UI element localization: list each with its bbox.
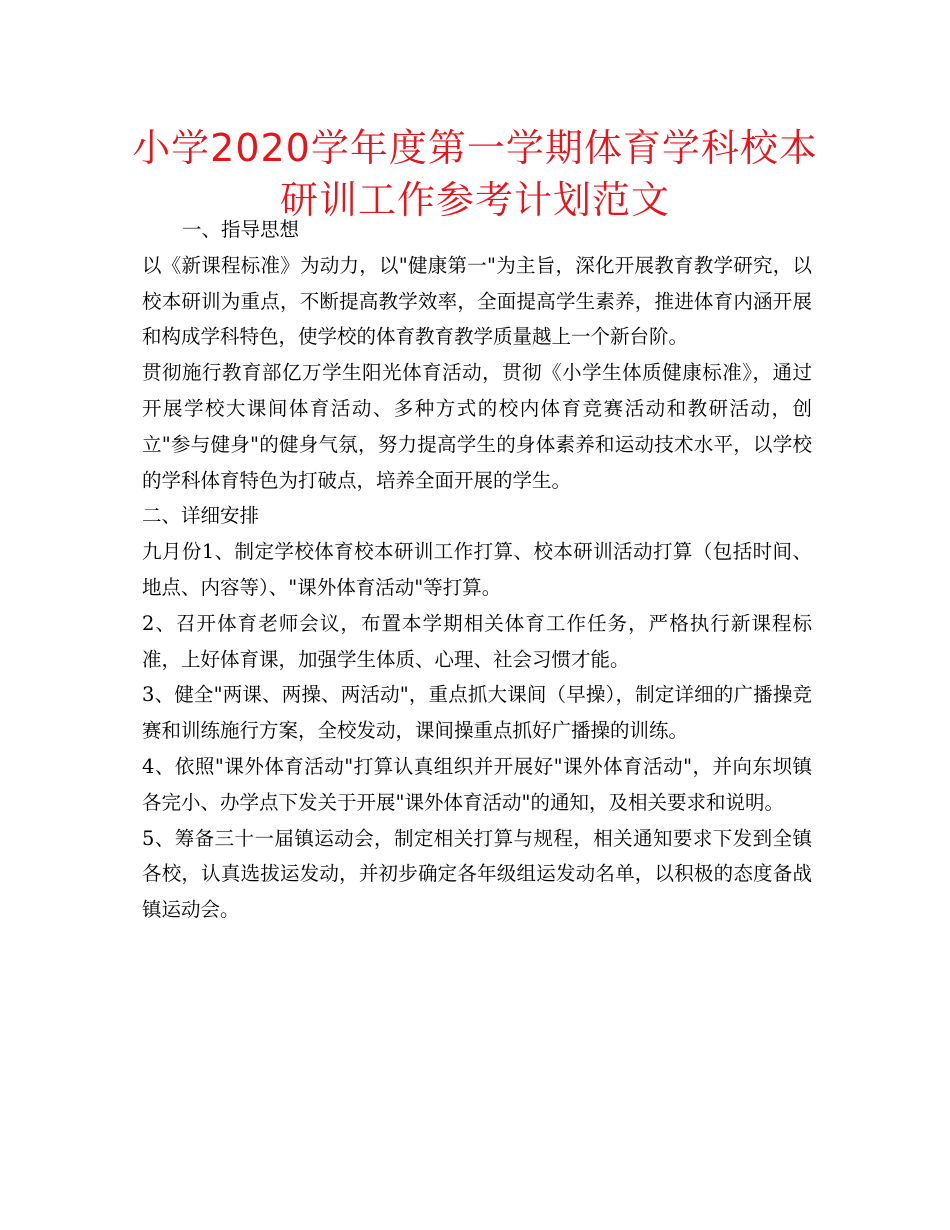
paragraph: 九月份1、制定学校体育校本研训工作打算、校本研训活动打算（包括时间、地点、内容等）、"课外体育活动"等打算。 [142, 540, 812, 599]
section-heading-guiding-thought: 一、指导思想 [182, 218, 300, 241]
document-title: 小学2020学年度第一学期体育学科校本研训工作参考计划范文 [132, 126, 818, 222]
section-heading-detailed-arrangement: 二、详细安排 [142, 504, 260, 528]
paragraph: 以《新课程标准》为动力，以"健康第一"为主旨，深化开展教育教学研究，以校本研训为重点，不断提高教学效率，全面提高学生素养，推进体育内涵开展和构成学科特色，使学校的体育教育教学质量越上一个新台阶。 [142, 253, 812, 349]
document-body [142, 212, 812, 928]
paragraph: 3、健全"两课、两操、两活动"，重点抓大课间（早操），制定详细的广播操竞赛和训练施行方案，全校发动，课间操重点抓好广播操的训练。 [142, 683, 812, 743]
paragraph: 2、召开体育老师会议，布置本学期相关体育工作任务，严格执行新课程标准，上好体育课，加强学生体质、心理、社会习惯才能。 [142, 611, 812, 671]
paragraph: 贯彻施行教育部亿万学生阳光体育活动，贯彻《小学生体质健康标准》，通过开展学校大课间体育活动、多种方式的校内体育竞赛活动和教研活动，创立"参与健身"的健身气氛，努力提高学生的身体素养和运动技术水平，以学校的学科体育特色为打破点，培养全面开展的学生。 [142, 361, 812, 492]
paragraph: 4、依照"课外体育活动"打算认真组织并开展好"课外体育活动"，并向东坝镇各完小、办学点下发关于开展"课外体育活动"的通知，及相关要求和说明。 [142, 754, 812, 814]
paragraph: 5、筹备三十一届镇运动会，制定相关打算与规程，相关通知要求下发到全镇各校，认真选拔运发动，并初步确定各年级组运发动名单，以积极的态度备战镇运动会。 [142, 826, 812, 922]
